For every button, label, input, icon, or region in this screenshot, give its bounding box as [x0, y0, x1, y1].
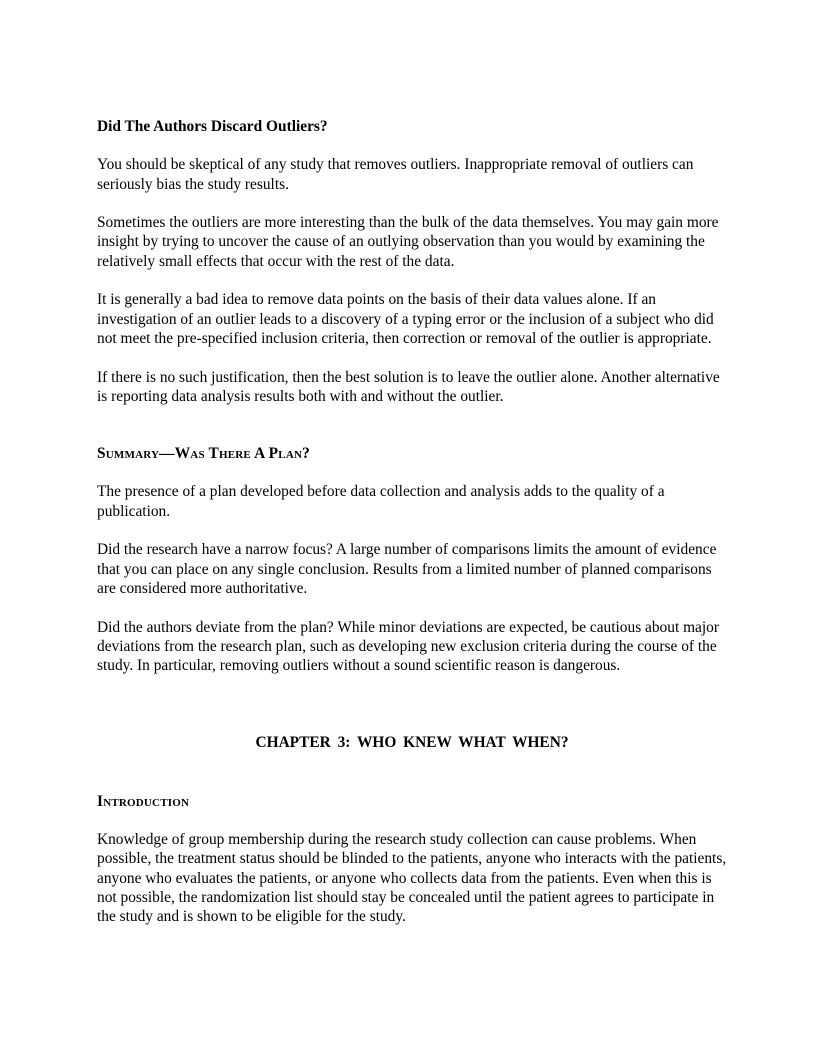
section-heading-summary: Summary—Was There A Plan? — [97, 445, 310, 463]
paragraph: The presence of a plan developed before data collection and analysis adds to the quality of a publication. — [97, 483, 665, 520]
paragraph: Did the authors deviate from the plan? While minor deviations are expected, be cautious about major deviations from the research plan, such as developing new exclusion criteria during the course of the study. In particular, removing outliers without a sound scientific reason is dangerous. — [97, 618, 719, 675]
paragraph: You should be skeptical of any study that removes outliers. Inappropriate removal of outliers can seriously bias the study results. — [97, 156, 694, 193]
paragraph: Knowledge of group membership during the research study collection can cause problems. When possible, the treatment status should be blinded to the patients, anyone who interacts with the patients, anyone who evaluates the patients, or anyone who collects data from the patients. Even when this is not possible, the randomization list should stay be concealed until the patient agrees to participate in the study and is shown to be eligible for the study. — [97, 831, 727, 926]
paragraph: Did the research have a narrow focus? A large number of comparisons limits the amount of evidence that you can place on any single conclusion. Results from a limited number of planned comparisons are considered more authoritative. — [97, 541, 717, 597]
paragraph: It is generally a bad idea to remove data points on the basis of their data values alone. If an investigation of an outlier leads to a discovery of a typing error or the inclusion of a subject who did not meet the pre-specified inclusion criteria, then correction or removal of the outlier is appropriate. — [97, 291, 714, 347]
section-heading-introduction: Introduction — [97, 792, 190, 810]
section-heading-outliers: Did The Authors Discard Outliers? — [97, 118, 328, 135]
paragraph: Sometimes the outliers are more interesting than the bulk of the data themselves. You may gain more insight by trying to uncover the cause of an outlying observation than you would by examining the relatively small effects that occur with the rest of the data. — [97, 214, 719, 270]
document-page — [97, 117, 727, 946]
paragraph: If there is no such justification, then the best solution is to leave the outlier alone. Another alternative is reporting data analysis results both with and without the outlier. — [97, 368, 720, 405]
chapter-title: CHAPTER 3: WHO KNEW WHAT WHEN? — [255, 734, 569, 752]
